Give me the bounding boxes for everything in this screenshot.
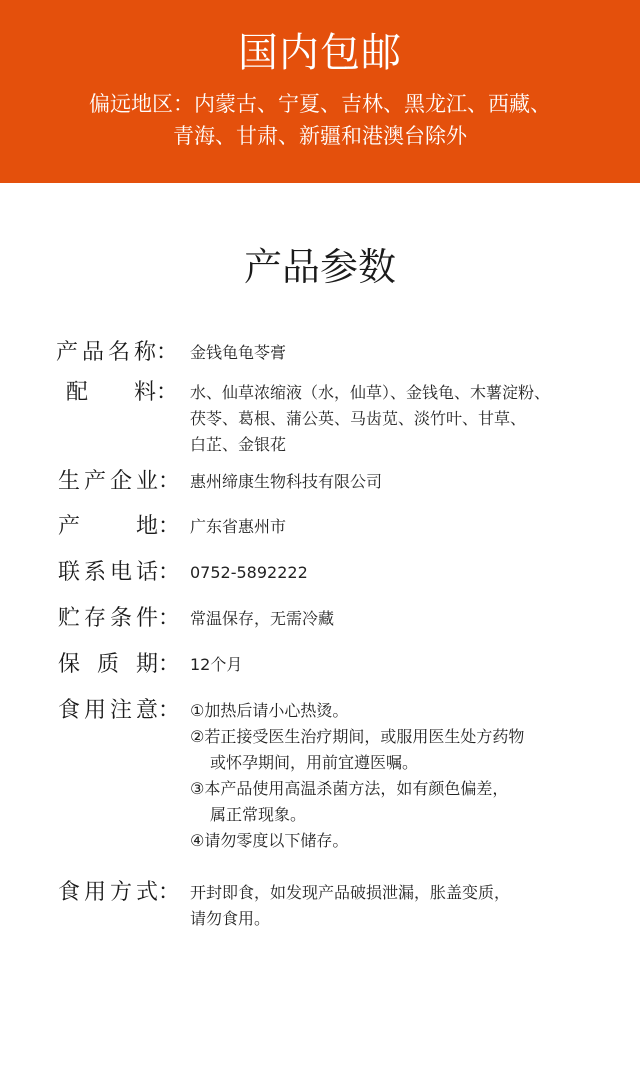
param-label-shelf-life: 保 质 期 ：: [58, 652, 181, 677]
param-value-storage: 常温保存，无需冷藏: [190, 609, 335, 628]
param-value-phone: 0752-5892222: [190, 563, 308, 582]
param-label-origin: 产 地 ：: [58, 514, 181, 539]
banner-note: [40, 88, 600, 152]
param-value-ingredients: 水、仙草浓缩液（水，仙草）、金钱龟、木薯淀粉、 茯苓、葛根、蒲公英、马齿苋、淡竹叶、甘草、 白芷、金银花: [190, 383, 551, 454]
param-value-shelf-life: 12个月: [190, 655, 243, 674]
banner-note-line-1: 偏远地区：内蒙古、宁夏、吉林、黑龙江、西藏、: [89, 92, 551, 116]
param-label-maker: 生 产 企 业 ：: [58, 469, 181, 494]
param-label-name: 产 品 名 称 ：: [56, 340, 179, 365]
param-value-origin: 广东省惠州市: [190, 517, 287, 536]
banner-title: 国内包邮: [238, 30, 402, 76]
param-value-name: 金钱龟龟苓膏: [190, 343, 287, 362]
section-title: 产品参数: [243, 245, 396, 289]
param-value-maker: 惠州缔康生物科技有限公司: [190, 472, 383, 491]
param-label-storage: 贮 存 条 件 ：: [58, 606, 181, 631]
shipping-banner: [0, 0, 640, 183]
param-label-notes: 食 用 注 意 ：: [58, 698, 181, 723]
param-label-usage: 食 用 方 式 ：: [58, 880, 181, 905]
param-value-notes: ①加热后请小心热烫。 ②若正接受医生治疗期间，或服用医生处方药物 或怀孕期间，用前宜遵医嘱。 ③本产品使用高温杀菌方法，如有颜色偏差， 属正常现象。 ④请勿零度以下储存。: [190, 701, 525, 850]
banner-note-line-2: 青海、甘肃、新疆和港澳台除外: [173, 124, 467, 148]
param-label-phone: 联 系 电 话 ：: [58, 560, 181, 585]
param-value-usage: 开封即食，如发现产品破损泄漏，胀盖变质， 请勿食用。: [190, 883, 511, 928]
param-label-ingredients: 配 料 ：: [66, 380, 179, 405]
